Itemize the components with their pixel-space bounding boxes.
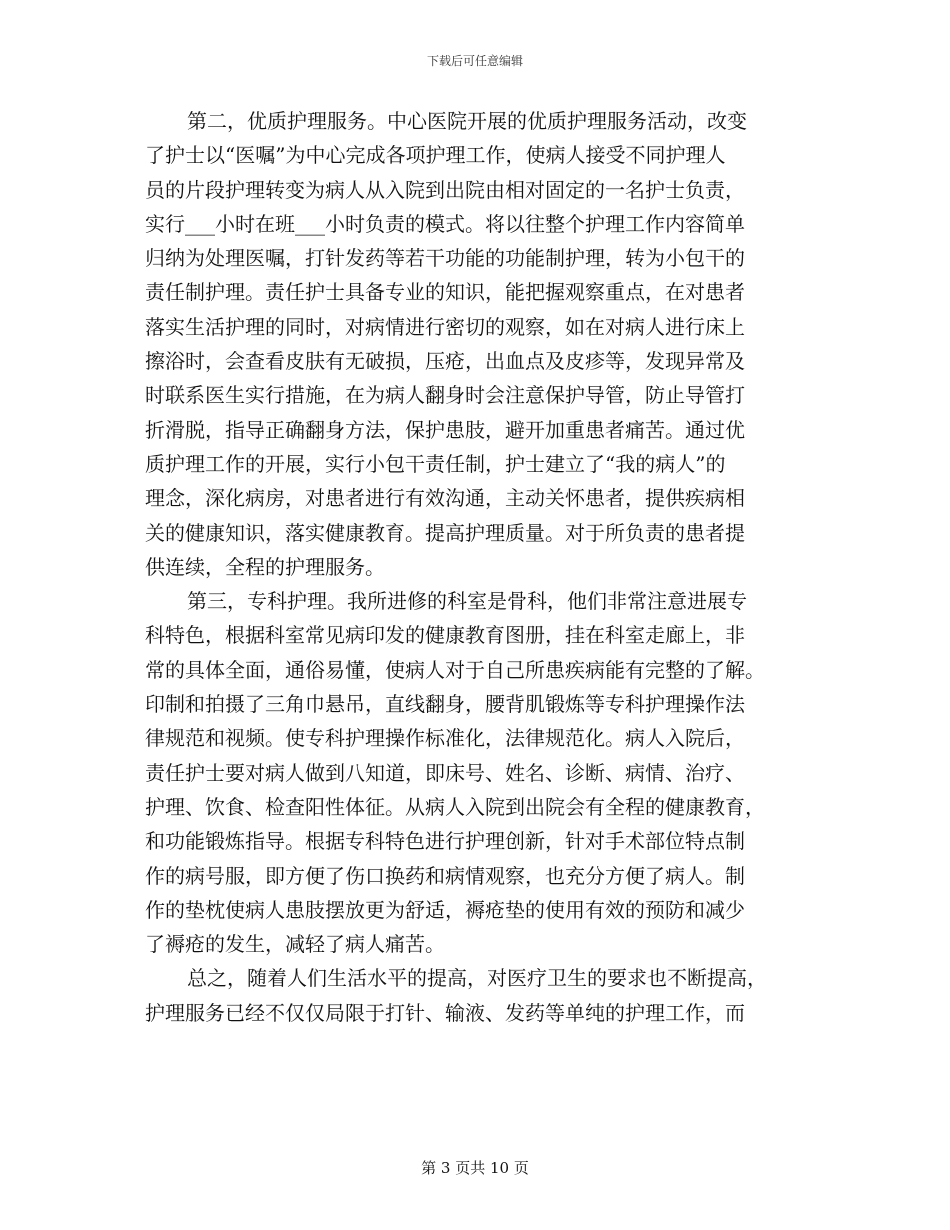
- text-line: 理念，深化病房，对患者进行有效沟通，主动关怀患者，提供疾病相: [145, 486, 745, 511]
- text-line: 科特色，根据科室常见病印发的健康教育图册，挂在科室走廊上，非: [145, 623, 745, 648]
- text-line: 质护理工作的开展，实行小包干责任制，护士建立了“我的病人”的: [145, 451, 726, 476]
- text-line: 员的片段护理转变为病人从入院到出院由相对固定的一名护士负责，: [145, 177, 745, 202]
- text-line: 供连续，全程的护理服务。: [145, 554, 385, 579]
- text-line: 关的健康知识，落实健康教育。提高护理质量。对于所负责的患者提: [145, 520, 745, 545]
- text-line: 和功能锻炼指导。根据专科特色进行护理创新，针对手术部位特点制: [145, 829, 745, 854]
- text-line: 实行___小时在班___小时负责的模式。将以往整个护理工作内容简单: [145, 211, 745, 236]
- text-line: 第三，专科护理。我所进修的科室是骨科，他们非常注意进展专: [187, 589, 747, 614]
- text-line: 落实生活护理的同时，对病情进行密切的观察，如在对病人进行床上: [145, 314, 745, 339]
- paragraph-conclusion: [0, 961, 950, 1030]
- page-header: 下载后可任意编辑: [426, 54, 523, 68]
- paragraph-quality-nursing: [0, 104, 950, 584]
- text-line: 擦浴时，会查看皮肤有无破损，压疮，出血点及皮疹等，发现异常及: [145, 349, 745, 374]
- text-line: 归纳为处理医嘱，打针发药等若干功能的功能制护理，转为小包干的: [145, 246, 745, 271]
- text-line: 作的病号服，即方便了伤口换药和病情观察，也充分方便了病人。制: [145, 863, 745, 888]
- text-line: 律规范和视频。使专科护理操作标准化，法律规范化。病人入院后，: [145, 726, 745, 751]
- text-line: 护理服务已经不仅仅局限于打针、输液、发药等单纯的护理工作，而: [145, 1000, 745, 1025]
- text-line: 护理、饮食、检查阳性体征。从病人入院到出院会有全程的健康教育，: [145, 794, 765, 819]
- text-line: 了褥疮的发生，减轻了病人痛苦。: [145, 932, 445, 957]
- text-line: 了护士以“医嘱”为中心完成各项护理工作，使病人接受不同护理人: [145, 143, 726, 168]
- text-line: 时联系医生实行措施，在为病人翻身时会注意保护导管，防止导管打: [145, 383, 745, 408]
- text-line: 印制和拍摄了三角巾悬吊，直线翻身，腰背肌锻炼等专科护理操作法: [145, 692, 745, 717]
- text-line: 第二，优质护理服务。中心医院开展的优质护理服务活动，改变: [187, 109, 747, 133]
- text-line: 折滑脱，指导正确翻身方法，保护患肢，避开加重患者痛苦。通过优: [145, 417, 745, 442]
- text-line: 责任制护理。责任护士具备专业的知识，能把握观察重点，在对患者: [145, 280, 745, 305]
- document-body: [0, 104, 950, 1030]
- paragraph-specialty-nursing: [0, 584, 950, 961]
- text-line: 常的具体全面，通俗易懂，使病人对于自己所患疾病能有完整的了解。: [145, 657, 765, 682]
- page-number: 第 3 页共 10 页: [421, 1159, 529, 1177]
- text-line: 作的垫枕使病人患肢摆放更为舒适，褥疮垫的使用有效的预防和减少: [145, 897, 745, 922]
- text-line: 责任护士要对病人做到八知道，即床号、姓名、诊断、病情、治疗、: [145, 760, 745, 785]
- text-line: 总之，随着人们生活水平的提高，对医疗卫生的要求也不断提高，: [187, 966, 767, 991]
